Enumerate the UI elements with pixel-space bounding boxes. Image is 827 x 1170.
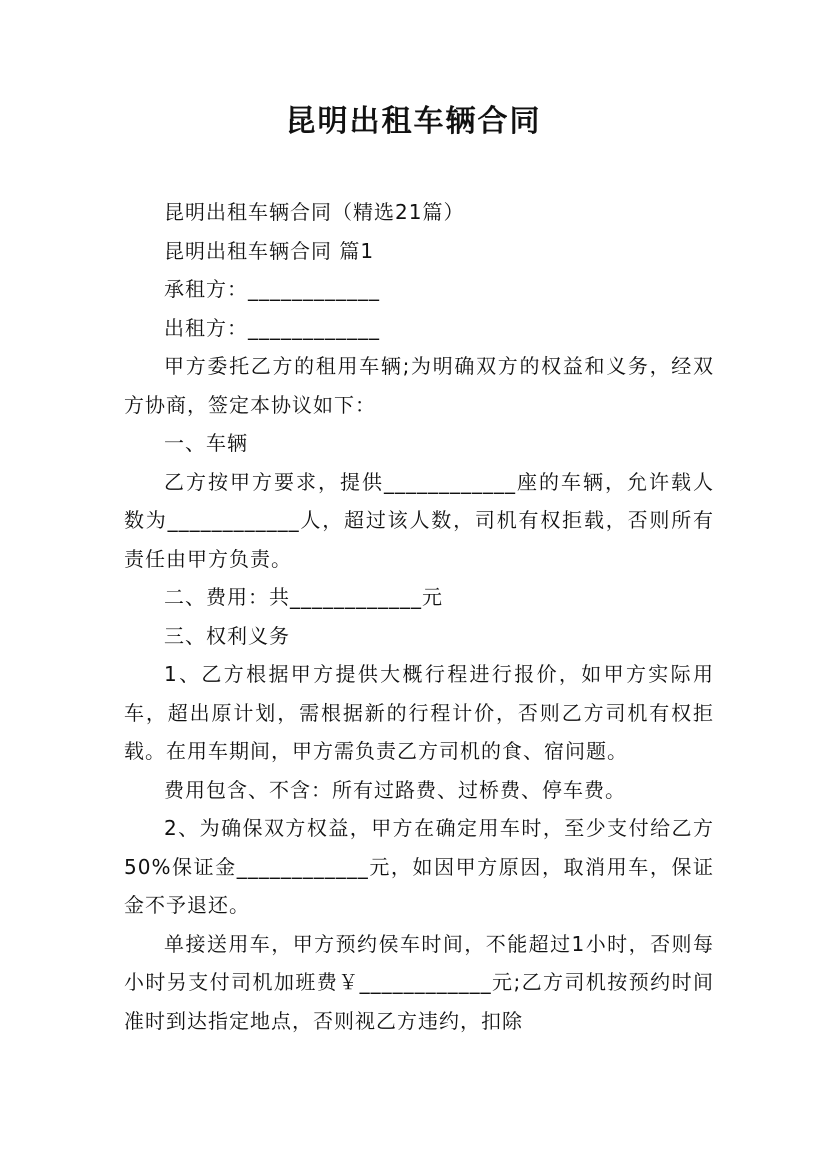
document-body	[124, 193, 714, 1040]
paragraph-heading-vehicle: 一、车辆	[164, 431, 248, 455]
paragraph-pickup: 单接送用车，甲方预约侯车时间，不能超过1小时，否则每小时另支付司机加班费￥____________元;乙方司机按预约时间准时到达指定地点，否则视乙方违约，扣除	[124, 931, 714, 1033]
paragraph-lessor: 出租方：____________	[164, 315, 380, 340]
paragraph-clause-2: 2、为确保双方权益，甲方在确定用车时，至少支付给乙方50%保证金____________元，如因甲方原因，取消用车，保证金不予退还。	[124, 816, 714, 917]
paragraph-clause-1: 1、乙方根据甲方提供大概行程进行报价，如甲方实际用车，超出原计划，需根据新的行程计价，否则乙方司机有权拒载。在用车期间，甲方需负责乙方司机的食、宿问题。	[124, 662, 714, 763]
paragraph-lessee: 承租方：____________	[164, 277, 380, 301]
paragraph-fee-included: 费用包含、不含：所有过路费、过桥费、停车费。	[164, 777, 626, 802]
paragraph-vehicle: 乙方按甲方要求，提供____________座的车辆，允许载人数为____________人，超过该人数，司机有权拒载，否则所有责任由甲方负责。	[124, 469, 714, 571]
paragraph-section-heading: 昆明出租车辆合同 篇1	[164, 238, 375, 263]
paragraph-heading-rights: 三、权利义务	[164, 623, 290, 648]
paragraph-intro: 甲方委托乙方的租用车辆;为明确双方的权益和义务，经双方协商，签定本协议如下：	[124, 354, 714, 417]
paragraph-fee: 二、费用：共____________元	[164, 585, 443, 609]
document-title: 昆明出租车辆合同	[285, 104, 542, 139]
paragraph-subtitle: 昆明出租车辆合同（精选21篇）	[164, 200, 465, 224]
